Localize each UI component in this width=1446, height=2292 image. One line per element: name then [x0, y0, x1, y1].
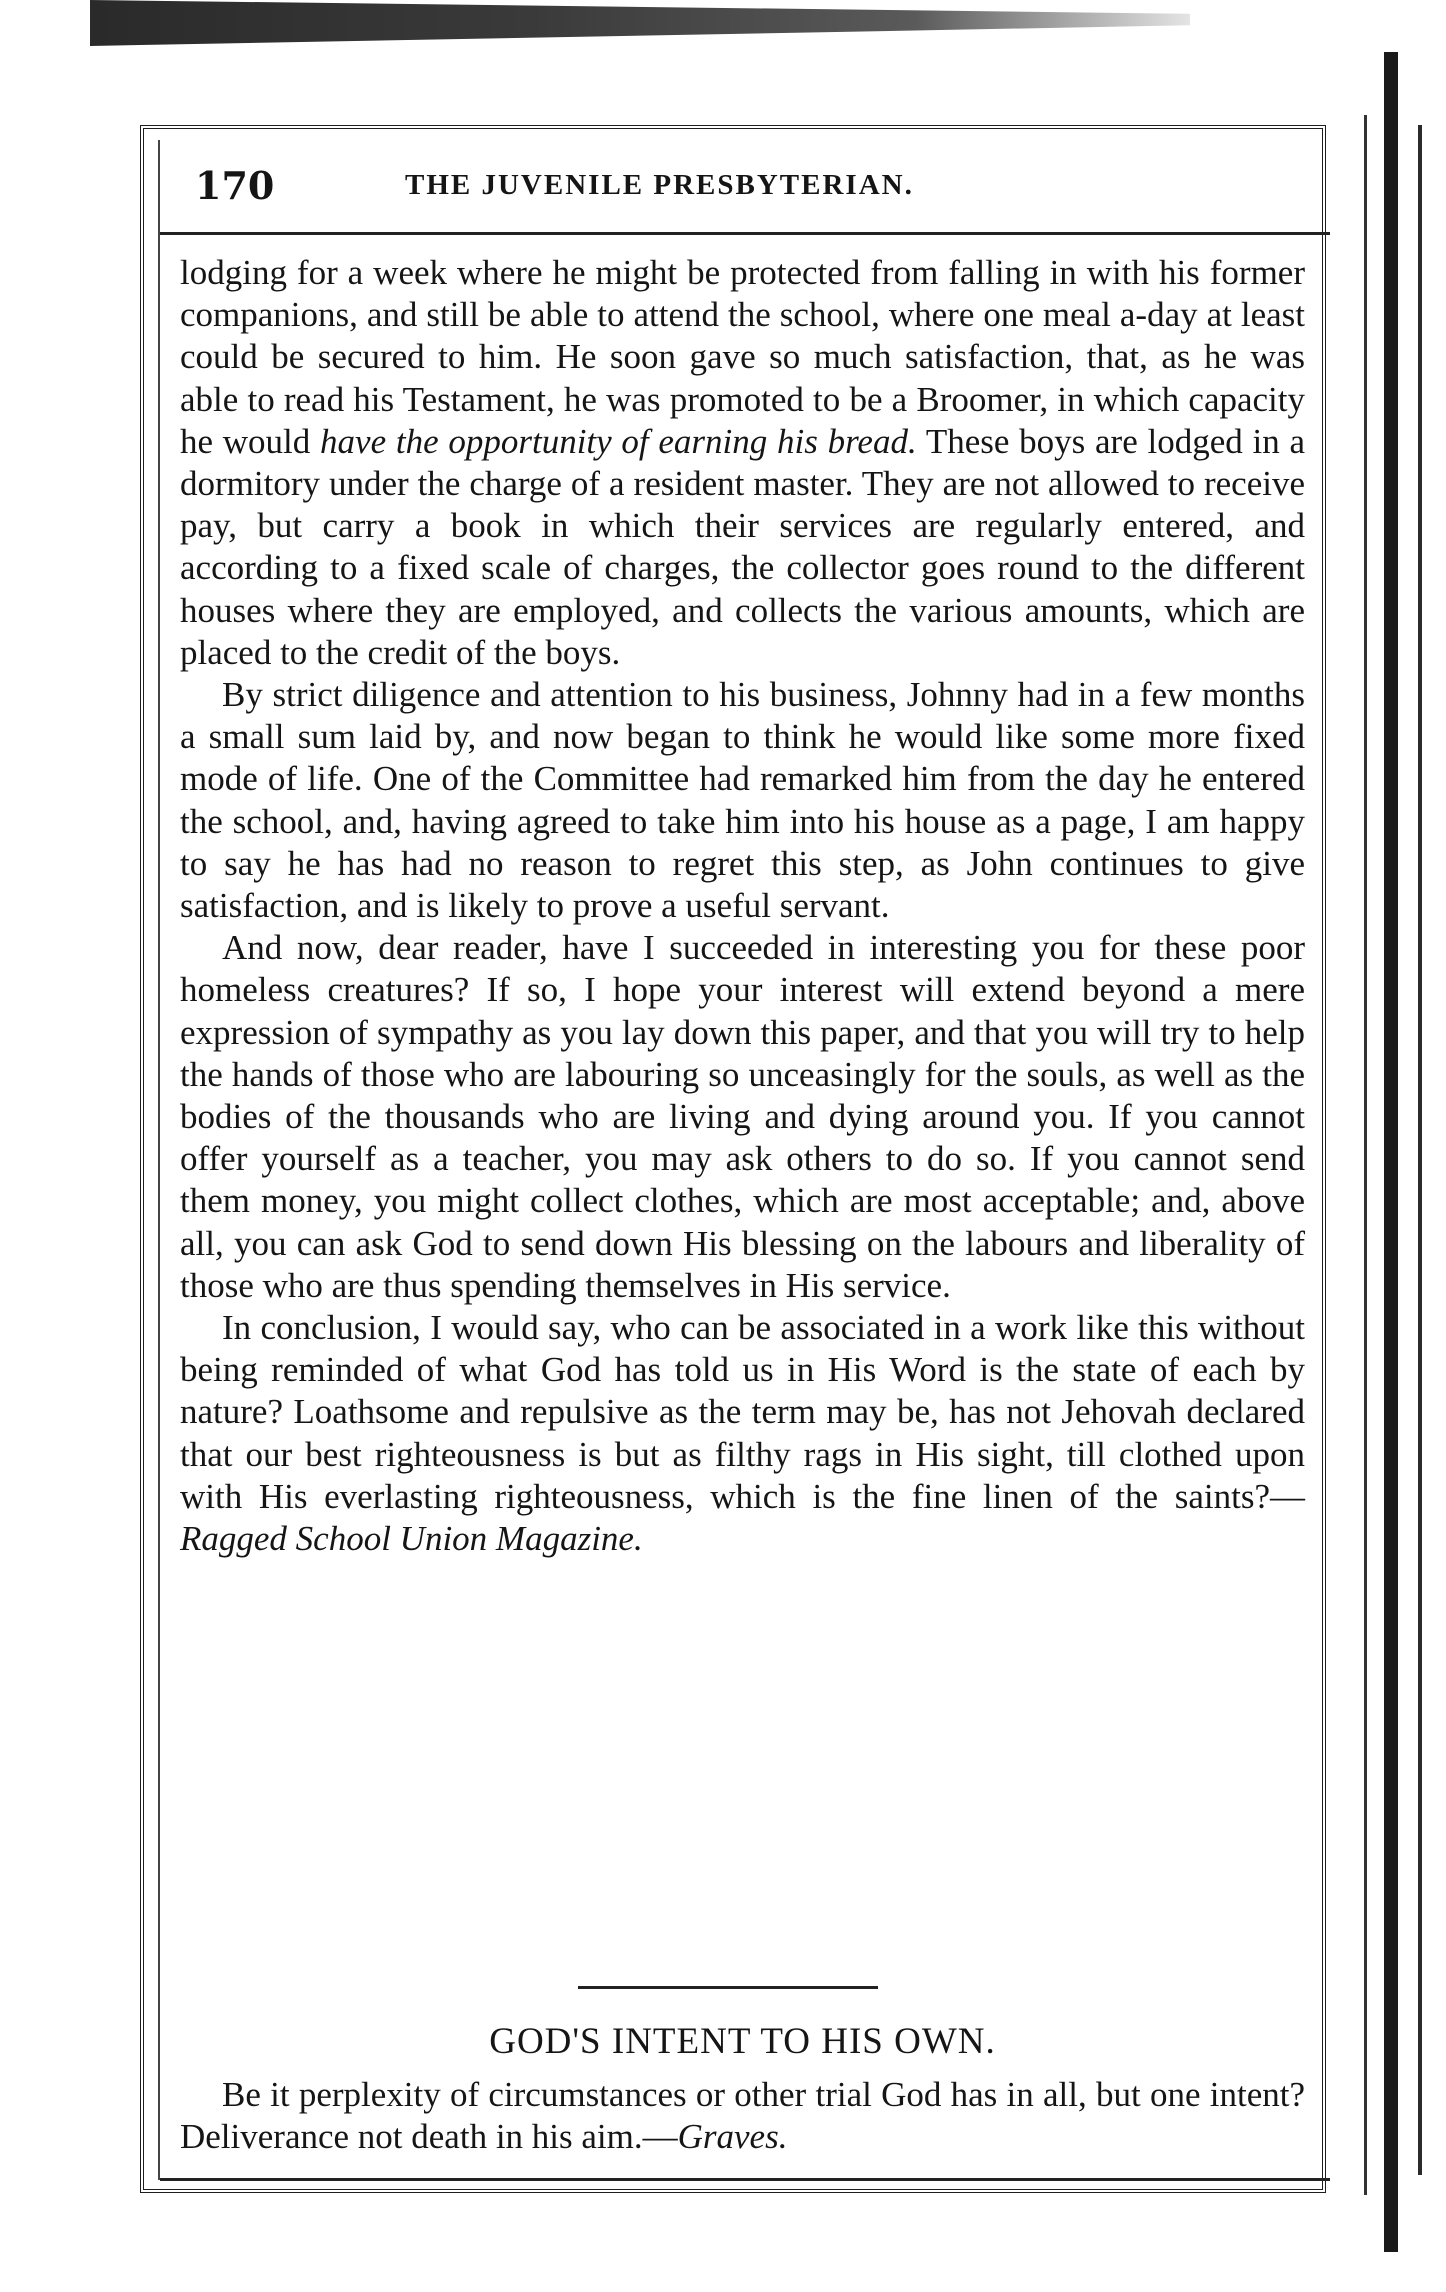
section-paragraph [180, 2074, 1305, 2158]
section-body [180, 2074, 1305, 2158]
section-paragraph-text: Be it perplexity of circumstances or other trial God has in all, but one intent? Deliverance not death in his aim.— [180, 2075, 1305, 2157]
article-body [180, 252, 1305, 1560]
section-source-citation: Graves. [677, 2117, 788, 2157]
header-rule [160, 232, 1330, 235]
running-title: THE JUVENILE PRESBYTERIAN. [405, 168, 914, 201]
article-paragraph-3: And now, dear reader, have I succeeded in interesting you for these poor homeless creatures? If so, I hope your interest will extend beyond a mere expression of sympathy as you lay down this paper, and that you will try to help the hands of those who are labouring so unceasingly for the souls, as well as the bodies of the thousands who are living and dying around you. If you cannot offer yourself as a teacher, you may ask others to do so. If you cannot send them money, you might collect clothes, which are most acceptable; and, above all, you can ask God to send down His blessing on the labours and liberality of those who are thus spending themselves in His service. [180, 928, 1305, 1305]
article-paragraph-2: By strict diligence and attention to his business, Johnny had in a few months a small sum laid by, and now began to think he would like some more fixed mode of life. One of the Committee had remarked him from the day he entered the school, and, having agreed to take him into his house as a page, I am happy to say he has had no reason to regret this step, as John continues to give satisfaction, and is likely to prove a useful servant. [180, 675, 1305, 926]
article-paragraph-1-emphasis: have the opportunity of earning his bread. [320, 421, 917, 461]
article-paragraph-1-continued: These boys are lodged in a dormitory under the charge of a resident master. They are not allowed to receive pay, but carry a book in which their services are regularly entered, and according to a fixed scale of charges, the collector goes round to the different houses where they are employed, and collects the various amounts, which are placed to the credit of the boys. [180, 421, 1305, 672]
frame-inner-rule [158, 140, 160, 2180]
binding-shadow [1384, 52, 1398, 2252]
page-header [195, 150, 1305, 220]
adjacent-page-edge [1418, 125, 1422, 2175]
article-source-citation: Ragged School Union Magazine. [180, 1519, 643, 1559]
article-paragraph-4-text: In conclusion, I would say, who can be associated in a work like this without being reminded of what God has told us in His Word is the state of each by nature? Loathsome and repulsive as the term may be, has not Jehovah declared that our best righteousness is but as filthy rags in His sight, till clothed upon with His everlasting righteousness, which is the fine linen of the saints?— [180, 1308, 1305, 1516]
section-divider [578, 1986, 878, 1989]
page-edge-smear [90, 0, 1190, 46]
article-paragraph-1-text: lodging for a week where he might be protected from falling in with his former companions, and still be able to attend the school, where one meal a-day at least could be secured to him. He soon gave so much satisfaction, that, as he was able to read his Testament, he was promoted to be a Broomer, in which capacity he would [180, 253, 1305, 461]
section-heading: GOD'S INTENT TO HIS OWN. [489, 2021, 996, 2062]
page-number: 170 [195, 162, 275, 208]
footer-rule [160, 2178, 1330, 2181]
article-paragraph-4 [180, 1307, 1305, 1560]
binding-rule [1364, 115, 1367, 2195]
article-paragraph-1 [180, 252, 1305, 674]
